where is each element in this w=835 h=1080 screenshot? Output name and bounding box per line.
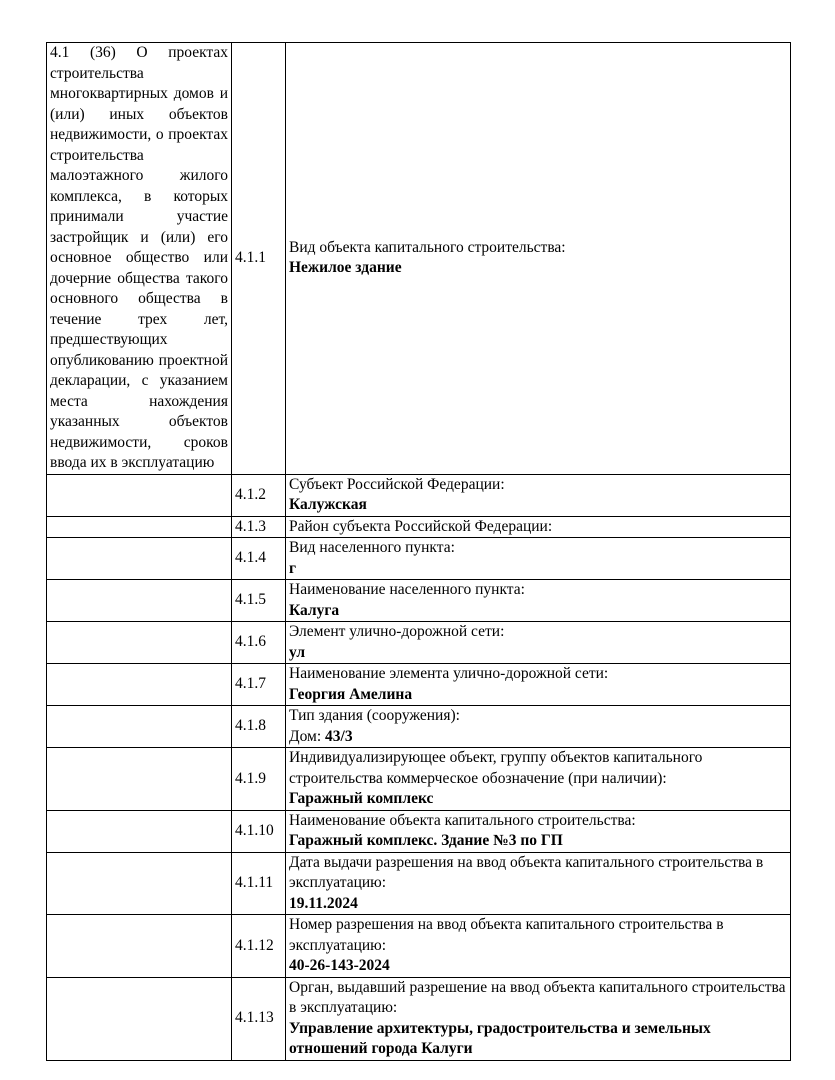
item-number: 4.1.10 xyxy=(232,810,286,852)
item-number: 4.1.9 xyxy=(232,748,286,811)
table-row xyxy=(47,977,791,1060)
item-content xyxy=(286,580,791,622)
field-value-text: 19.11.2024 xyxy=(289,894,358,912)
field-value xyxy=(289,559,787,580)
item-content xyxy=(286,622,791,664)
table-row xyxy=(47,810,791,852)
table-row xyxy=(47,664,791,706)
field-value-text: ул xyxy=(289,643,306,661)
section-cell-empty xyxy=(47,977,232,1060)
field-label: Субъект Российской Федерации: xyxy=(289,475,505,493)
field-value-prefix: Дом: xyxy=(289,727,326,745)
section-cell-empty xyxy=(47,622,232,664)
section-cell-empty xyxy=(47,748,232,811)
field-value xyxy=(289,894,787,915)
field-value-text: Калужская xyxy=(289,496,367,513)
field-value xyxy=(289,727,787,748)
field-value-text: Управление архитектуры, градостроительства и земельных отношений города Калуги xyxy=(289,1019,711,1057)
field-label: Наименование объекта капитального строительства: xyxy=(289,811,636,829)
field-value xyxy=(289,643,787,664)
table-row xyxy=(47,622,791,664)
field-label: Элемент улично-дорожной сети: xyxy=(289,623,505,640)
field-value-text: Калуга xyxy=(289,601,340,619)
section-cell-empty xyxy=(47,706,232,748)
field-value-text: Гаражный комплекс xyxy=(289,790,434,807)
section-cell-empty xyxy=(47,474,232,516)
item-content xyxy=(286,915,791,978)
item-number: 4.1.8 xyxy=(232,706,286,748)
field-label: Тип здания (сооружения): xyxy=(289,707,460,724)
section-cell-empty xyxy=(47,664,232,706)
item-number: 4.1.11 xyxy=(232,852,286,915)
item-content xyxy=(286,664,791,706)
item-content xyxy=(286,43,791,475)
section-cell-empty xyxy=(47,915,232,978)
field-value xyxy=(289,956,787,977)
item-content xyxy=(286,810,791,852)
section-cell-empty xyxy=(47,852,232,915)
declaration-table xyxy=(46,42,791,1061)
table-row xyxy=(47,538,791,580)
table-row xyxy=(47,748,791,811)
field-label: Район субъекта Российской Федерации: xyxy=(289,517,553,535)
field-value xyxy=(289,789,787,810)
table-row xyxy=(47,516,791,538)
item-number: 4.1.5 xyxy=(232,580,286,622)
item-number: 4.1.4 xyxy=(232,538,286,580)
section-cell-empty xyxy=(47,538,232,580)
section-cell-empty xyxy=(47,580,232,622)
field-label: Наименование населенного пункта: xyxy=(289,581,525,598)
item-content xyxy=(286,852,791,915)
field-value xyxy=(289,258,787,279)
item-content xyxy=(286,474,791,516)
item-content xyxy=(286,977,791,1060)
item-content xyxy=(286,516,791,538)
item-number: 4.1.12 xyxy=(232,915,286,978)
field-label: Наименование элемента улично-дорожной сети: xyxy=(289,665,609,682)
item-number: 4.1.2 xyxy=(232,474,286,516)
field-value-text: г xyxy=(289,559,297,577)
table-row xyxy=(47,580,791,622)
table-row xyxy=(47,43,791,475)
section-cell-empty xyxy=(47,810,232,852)
field-value-text: Георгия Амелина xyxy=(289,685,413,703)
item-content xyxy=(286,748,791,811)
field-label: Дата выдачи разрешения на ввод объекта капитального строительства в эксплуатацию: xyxy=(289,853,764,891)
item-content xyxy=(286,706,791,748)
field-value xyxy=(289,685,787,706)
field-label: Индивидуализирующее объект, группу объектов капитального строительства коммерческое обозначение (при наличии): xyxy=(289,749,703,787)
table-row xyxy=(47,915,791,978)
field-label: Орган, выдавший разрешение на ввод объекта капитального строительства в эксплуатацию: xyxy=(289,978,786,1016)
field-value-text: Нежилое здание xyxy=(289,259,402,277)
field-value-text: 43/3 xyxy=(325,727,353,745)
section-cell-empty xyxy=(47,516,232,538)
section-description: 4.1 (36) О проектах строительства многоквартирных домов и (или) иных объектов недвижимости, о проектах строительства малоэтажного жилого комплекса, в которых принимали участие застройщик и (или) его основное общество или дочерние общества такого основного общества в течение трех лет, предшествующих опубликованию проектной декларации, с указанием места нахождения указанных объектов недвижимости, сроков ввода их в эксплуатацию xyxy=(47,43,232,475)
item-number: 4.1.7 xyxy=(232,664,286,706)
field-value xyxy=(289,831,787,852)
table-row xyxy=(47,706,791,748)
field-value xyxy=(289,1019,787,1060)
table-row xyxy=(47,474,791,516)
table-body xyxy=(47,43,791,1061)
item-number: 4.1.3 xyxy=(232,516,286,538)
table-row xyxy=(47,852,791,915)
field-label: Вид населенного пункта: xyxy=(289,539,455,556)
item-number: 4.1.13 xyxy=(232,977,286,1060)
item-number: 4.1.1 xyxy=(232,43,286,475)
field-value xyxy=(289,601,787,622)
field-label: Номер разрешения на ввод объекта капитального строительства в эксплуатацию: xyxy=(289,916,724,954)
document-page xyxy=(46,42,790,1061)
field-value xyxy=(289,495,787,516)
field-value-text: 40-26-143-2024 xyxy=(289,957,390,974)
item-number: 4.1.6 xyxy=(232,622,286,664)
field-value-text: Гаражный комплекс. Здание №3 по ГП xyxy=(289,832,563,849)
item-content xyxy=(286,538,791,580)
field-label: Вид объекта капитального строительства: xyxy=(289,238,566,256)
